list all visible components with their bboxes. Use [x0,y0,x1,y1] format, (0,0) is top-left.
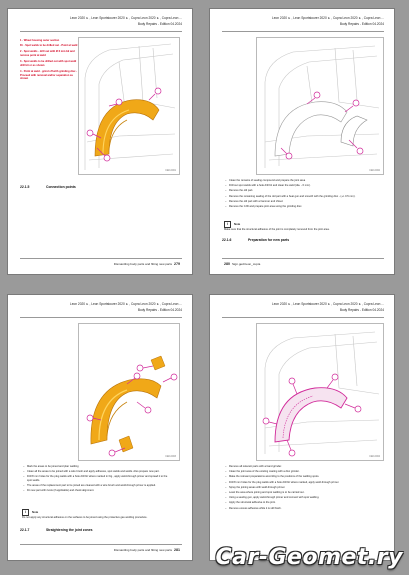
instruction-list [24,465,168,495]
instruction-item: – Remove excess adhesive while it is still fresh. [229,507,370,511]
info-icon: i [22,509,29,516]
section-heading: 22.1.5 Connection points [20,185,76,189]
section-heading: 22.1.7 Straightening the joint zones [20,528,93,532]
figure-reference: CE0-0004 [369,455,380,458]
legend-item: 2 - Spot welds - drill out with Ø 6 mm bit and remove point at weld [20,50,75,57]
header-divider [222,31,384,32]
legend-item: 1 - Wheel housing outer section Dr - Spot welds to be drilled out - Point at weld [20,39,78,47]
note-text: Make sure that the structural adhesive of the joint is completely removed from the joint area. [224,228,330,231]
instruction-item: – Clean all the areas to be joined with a wire brush and apply adhesive, spot welds and welds. Also prepare new part. [27,470,168,474]
page-footer: 280 Sign.gedr.leon_cupra [224,262,261,266]
instruction-item: – Using a sealing gun, apply weld-through primer and connect with spot welding. [229,496,370,500]
document-page-280 [210,9,394,274]
instruction-item: – Mark the areas to be joined and plan welding [27,465,168,469]
figure-reference: CE0-0001 [165,169,176,172]
header-divider [222,317,384,318]
instruction-item: – Remove the old part. [229,189,370,193]
page-header-models: Leon 2020 ➤ , Leon Sportstourer 2020 ➤ , Cupra Leon 2020 ➤ , Cupra Leon ... [69,302,182,306]
legend-item: 3 - Spot welds to be drilled out with spot weld drill bit or as shown [20,60,77,67]
page-header-models: Leon 2020 ➤ , Leon Sportstourer 2020 ➤ , Cupra Leon 2020 ➤ , Cupra Leon ... [271,302,384,306]
figure-reference: CE0-0003 [165,455,176,458]
instruction-list [226,179,370,210]
instruction-item: – Apply the structural adhesive to the joint. [229,501,370,505]
footer-divider [20,258,182,259]
instruction-item: – Drill 8 mm holes for the plug welds with a hole drill bit where marked in Fig., apply weld-through primer and spread it to the spot welds. [27,475,168,482]
instruction-item: – Fit new part with rivets (if applicable) and check alignment. [27,489,168,493]
page-header-edition: Body Repairs - Edition 04.2024 [137,22,182,26]
figure-wheel-housing [78,37,180,175]
legend-item: 4 - Point at weld - grind off with grinding disc - Proceed with removal and/or separation as shown [20,70,78,80]
instruction-item: – Drill 8 mm holes for the plug welds with a hole drill bit where marked, apply weld-through primer. [229,481,370,485]
instruction-item: – Remove all relevant parts with a band grinder. [229,465,370,469]
figure-wheel-housing-removed [256,37,384,175]
header-divider [20,317,182,318]
note-heading: i Note [22,509,38,516]
page-header-edition: Body Repairs - Edition 04.2024 [339,22,384,26]
page-footer: Dismantling body parts and fitting new parts 279 [113,262,180,266]
figure-new-part [78,323,180,461]
instruction-item: – Clean the joint area of the existing coating with a disc grinder. [229,470,370,474]
instruction-item: – Remove the CJD and prepare joint area using the grinding disc. [229,205,370,209]
section-heading: 22.1.6 Preparation for new parts [222,238,290,242]
car-body-illustration [79,38,179,174]
page-header-models: Leon 2020 ➤ , Leon Sportstourer 2020 ➤ , Cupra Leon 2020 ➤ , Cupra Leon ... [271,16,384,20]
car-body-illustration [257,324,383,460]
note-text: Do not apply any structural adhesive on the surfaces to be joined using the protective gas welding procedure. [22,516,148,519]
watermark-logo: Car-Geomet.ry [215,545,403,570]
document-page-282 [210,295,394,560]
instruction-item: – Level the area where joining and spot welding is to be carried out. [229,491,370,495]
instruction-item: – Spray the joining areas with weld-through primer. [229,486,370,490]
info-icon: i [224,221,231,228]
footer-divider [222,258,384,259]
new-part-illustration [79,324,179,460]
instruction-item: – Make the relevant preparations according to the positions of the welding spots. [229,475,370,479]
instruction-item: – Remove the old part with a hammer and chisel. [229,200,370,204]
footer-divider [20,544,182,545]
figure-joint-areas [256,323,384,461]
instruction-list [226,465,370,512]
instruction-item: – Remove the remaining sealing of the old part with a heat gun and smooth with the grinding disc - (+/- 0.5 mm). [229,195,370,199]
page-header-models: Leon 2020 ➤ , Leon Sportstourer 2020 ➤ , Cupra Leon 2020 ➤ , Cupra Leon ... [69,16,182,20]
document-page-279 [8,9,192,274]
note-heading: i Note [224,221,240,228]
car-body-illustration [257,38,383,174]
document-page-281 [8,295,192,560]
header-divider [20,31,182,32]
figure-reference: CE0-0002 [369,169,380,172]
legend-list [20,39,78,84]
instruction-item: – The areas of the replacement part to be joined are cleaned with a wire brush and weld-through primer is applied. [27,484,168,488]
page-header-edition: Body Repairs - Edition 04.2024 [339,308,384,312]
page-footer: Dismantling body parts and fitting new parts 281 [113,548,180,552]
instruction-item: – Drill out spot welds with a hole drill bit and clean the weld (dia. - 6 mm). [229,184,370,188]
page-header-edition: Body Repairs - Edition 04.2024 [137,308,182,312]
instruction-item: – Clean the remains of sealing compound and prepare the joint area [229,179,370,183]
